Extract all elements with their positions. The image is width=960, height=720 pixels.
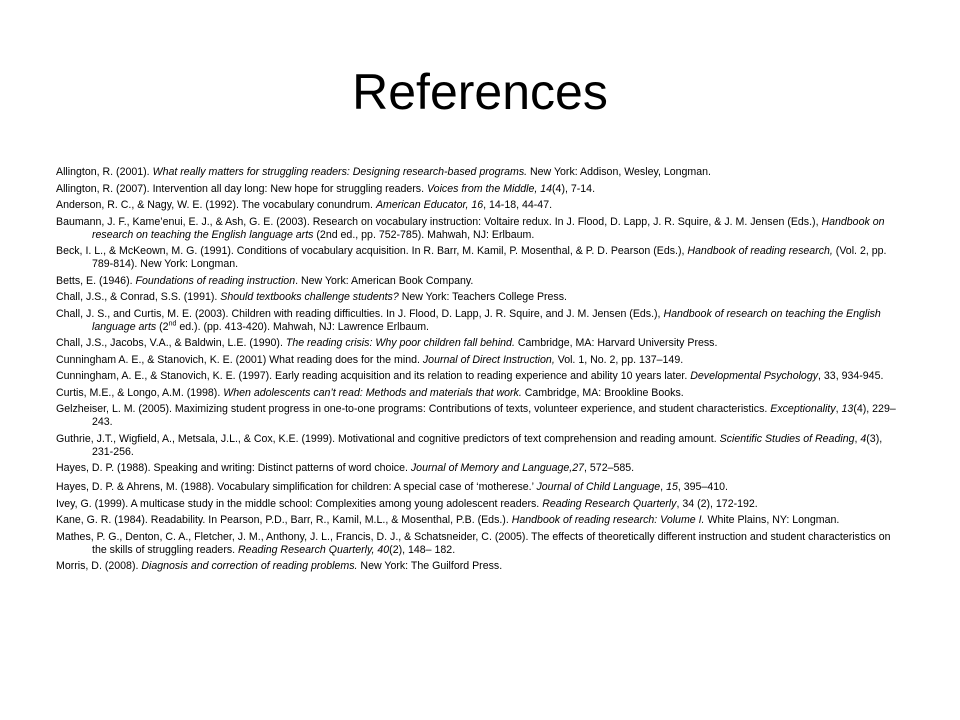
reference-text: ,	[835, 403, 842, 415]
reference-list	[56, 166, 896, 577]
reference-text: , 33, 934-945.	[818, 370, 884, 382]
reference-text: Hayes, D. P. & Ahrens, M. (1988). Vocabulary simplification for children: A special case of ‘motherese.’	[56, 481, 537, 493]
reference-item	[56, 370, 896, 383]
reference-italic-text: 13	[841, 403, 854, 415]
reference-italic-text: What really matters for struggling readers: Designing research-based programs.	[152, 166, 528, 178]
reference-text: Ivey, G. (1999). A multicase study in the middle school: Complexities among young adolescent readers.	[56, 497, 543, 510]
reference-text: , 395–410.	[677, 481, 728, 493]
reference-text: Vol. 1, No. 2, pp. 137–149.	[554, 353, 684, 366]
reference-item	[56, 291, 896, 304]
reference-item	[56, 481, 896, 494]
reference-text: (Vol. 2, pp. 789-814). New York: Longman.	[92, 245, 887, 270]
reference-text: (2), 148– 182.	[389, 543, 456, 556]
reference-text: Baumann, J. F., Kame’enui, E. J., & Ash, G. E. (2003). Research on vocabulary instruction: Voltaire redux. In J. Flood, D. Lapp, J. R. Squire, & J. M. Jensen (Eds.),	[56, 215, 822, 228]
reference-text: (4), 229–243.	[92, 403, 896, 428]
reference-italic-text: Journal of Memory and Language,27	[410, 462, 585, 474]
reference-text: (2	[156, 320, 169, 333]
reference-italic-text: Exceptionality	[770, 403, 836, 415]
reference-item	[56, 560, 896, 573]
reference-italic-text: Journal of Child Language	[536, 481, 661, 493]
reference-item	[56, 166, 896, 179]
reference-item	[56, 275, 896, 288]
reference-item	[56, 514, 896, 527]
reference-text: Chall, J.S., Jacobs, V.A., & Baldwin, L.E. (1990).	[56, 337, 286, 349]
reference-item	[56, 531, 896, 557]
reference-italic-text: Foundations of reading instruction	[135, 274, 296, 287]
reference-italic-text: When adolescents can’t read: Methods and materials that work.	[223, 386, 522, 399]
reference-italic-text: Reading Research Quarterly, 40	[238, 543, 390, 556]
reference-item	[56, 433, 896, 459]
reference-item	[56, 216, 896, 242]
reference-text: Chall, J.S., & Conrad, S.S. (1991).	[56, 291, 221, 303]
reference-text: Mathes, P. G., Denton, C. A., Fletcher, J. M., Anthony, J. L., Francis, D. J., & Schatsneider, C. (2005). The effects of theoretically different instruction and student characteristics on the skills of struggling readers.	[56, 530, 891, 556]
reference-italic-text: Handbook on research on teaching the English language arts	[92, 215, 885, 241]
reference-italic-text: 15	[666, 481, 678, 493]
reference-text: (2nd ed., pp. 752-785). Mahwah, NJ: Erlbaum.	[313, 228, 535, 241]
reference-text: New York: Teachers College Press.	[398, 291, 567, 303]
reference-item	[56, 403, 896, 429]
reference-text: ed.). (pp. 413-420). Mahwah, NJ: Lawrence Erlbaum.	[176, 320, 429, 333]
reference-text: Chall, J. S., and Curtis, M. E. (2003). Children with reading difficulties. In J. Flood, D. Lapp, J. R. Squire, and J. M. Jensen (Eds.),	[56, 307, 664, 320]
reference-item	[56, 245, 896, 271]
reference-superscript: nd	[168, 319, 177, 327]
reference-text: Allington, R. (2007). Intervention all day long: New hope for struggling readers.	[56, 182, 427, 195]
reference-italic-text: Scientific Studies of Reading	[719, 432, 855, 445]
reference-text: Morris, D. (2008).	[56, 560, 142, 572]
reference-text: New York: Addison, Wesley, Longman.	[527, 166, 711, 178]
reference-text: ,	[660, 481, 667, 493]
reference-item	[56, 199, 896, 212]
reference-text: (4), 7-14.	[552, 182, 596, 195]
reference-text: Gelzheiser, L. M. (2005). Maximizing student progress in one-to-one programs: Contributions of texts, volunteer experience, and student characteristics.	[56, 403, 771, 415]
reference-text: Cambridge, MA: Harvard University Press.	[514, 337, 718, 349]
slide-title: References	[352, 64, 608, 120]
reference-italic-text: American Educator, 16	[375, 199, 484, 211]
reference-italic-text: Handbook of reading research: Volume I.	[511, 514, 705, 526]
reference-text: , 14-18, 44-47.	[483, 199, 553, 211]
reference-italic-text: Voices from the Middle, 14	[427, 182, 553, 195]
reference-italic-text: Journal of Direct Instruction,	[422, 353, 555, 366]
reference-text: White Plains, NY: Longman.	[704, 514, 840, 526]
reference-italic-text: Diagnosis and correction of reading problems.	[141, 560, 358, 572]
reference-text: Cunningham A. E., & Stanovich, K. E. (2001) What reading does for the mind.	[56, 353, 423, 366]
reference-text: Hayes, D. P. (1988). Speaking and writing: Distinct patterns of word choice.	[56, 462, 411, 474]
reference-text: Beck, I. L., & McKeown, M. G. (1991). Conditions of vocabulary acquisition. In R. Barr, M. Kamil, P. Mosenthal, & P. D. Pearson (Eds.),	[56, 245, 688, 257]
reference-item	[56, 183, 896, 196]
reference-italic-text: Handbook of research on teaching the English language arts	[92, 307, 881, 333]
reference-item	[56, 462, 896, 475]
reference-italic-text: Handbook of reading research,	[687, 245, 833, 257]
reference-text: ,	[854, 432, 861, 445]
reference-italic-text: Reading Research Quarterly	[542, 497, 677, 510]
reference-text: , 34 (2), 172-192.	[676, 497, 758, 510]
reference-text: Betts, E. (1946).	[56, 274, 136, 287]
reference-item	[56, 387, 896, 400]
reference-italic-text: The reading crisis: Why poor children fall behind.	[285, 337, 515, 349]
reference-item	[56, 498, 896, 511]
reference-item	[56, 337, 896, 350]
reference-text: . New York: American Book Company.	[295, 274, 474, 287]
reference-text: Kane, G. R. (1984). Readability. In Pearson, P.D., Barr, R., Kamil, M.L., & Mosenthal, P.B. (Eds.).	[56, 514, 512, 526]
reference-text: Allington, R. (2001).	[56, 166, 153, 178]
reference-text: , 572–585.	[584, 462, 635, 474]
reference-text: (3), 231-256.	[92, 432, 883, 458]
reference-italic-text: Should textbooks challenge students?	[220, 291, 399, 303]
reference-item	[56, 354, 896, 367]
reference-italic-text: Developmental Psychology	[690, 370, 819, 382]
reference-item	[56, 308, 896, 334]
reference-text: Curtis, M.E., & Longo, A.M. (1998).	[56, 386, 224, 399]
reference-text: Cambridge, MA: Brookline Books.	[521, 386, 684, 399]
reference-text: Cunningham, A. E., & Stanovich, K. E. (1997). Early reading acquisition and its relation to reading experience and ability 10 years later.	[56, 370, 691, 382]
reference-italic-text: 4	[860, 432, 867, 445]
reference-text: Guthrie, J.T., Wigfield, A., Metsala, J.L., & Cox, K.E. (1999). Motivational and cognitive predictors of text comprehension and reading amount.	[56, 432, 720, 445]
reference-text: Anderson, R. C., & Nagy, W. E. (1992). The vocabulary conundrum.	[56, 199, 376, 211]
reference-text: New York: The Guilford Press.	[357, 560, 503, 572]
